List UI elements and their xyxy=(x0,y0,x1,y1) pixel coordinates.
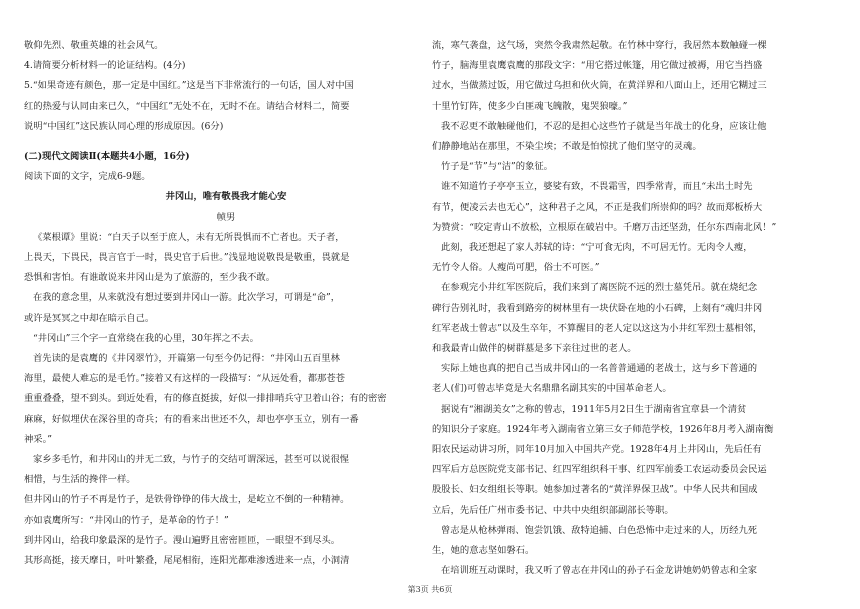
body-line: 老人(们)可曾志毕竟是大名鼎鼎名副其实的中国革命老人。 xyxy=(432,383,672,395)
body-line: 们静静地站在那里，不染尘埃；不敢是怕惊扰了他们坚守的灵魂。 xyxy=(432,141,702,153)
body-line: 十里竹钉阵，使多少白匪魂飞魄散，鬼哭狼嚎。” xyxy=(432,100,628,112)
article-title: 井冈山，唯有敬畏我才能心安 xyxy=(165,191,287,203)
section-instruction: 阅读下面的文字，完成6-9题。 xyxy=(24,171,151,183)
article-author: 帧男 xyxy=(216,211,236,223)
page-number: 第3页 共6页 xyxy=(407,585,453,594)
body-line: 曾志是从枪林弹雨、饱尝饥饿、敌特追捕、白色恐怖中走过来的人，历经九死 xyxy=(441,524,758,536)
section-title: (二)现代文阅读Ⅱ(本题共4小题，16分) xyxy=(24,151,190,163)
body-line: 亦如袁鹰所写：“井冈山的竹子，是革命的竹子！” xyxy=(24,514,229,526)
question-4: 4.请简要分析材料一的论证结构。(4分) xyxy=(24,60,186,72)
body-line: 有节，便凌云去也无心”，这种君子之风，不正是我们所崇仰的吗？故而郑板桥大 xyxy=(432,201,763,213)
body-line: 四军后方总医院党支部书记、红四军组织科干事、红四军前委工农运动委员会民运 xyxy=(432,464,767,476)
body-line: 到井冈山，给我印象最深的是竹子。漫山遍野且密密匝匝，一眼望不到尽头。 xyxy=(24,534,341,546)
body-line: 海里，最使人难忘的是毛竹。”接着又有这样的一段描写：“从远处看，都那苍苍 xyxy=(24,373,345,385)
body-line: 立后，先后任广州市委书记、中共中央组织部副部长等职。 xyxy=(432,504,674,516)
body-line: 麻麻，好似埋伏在深谷里的奇兵；有的看来出世还不久，却也亭亭玉立，别有一番 xyxy=(24,413,359,425)
body-line: 为赞赏：“咬定青山不放松，立根原在破岩中。千磨万击还坚劲，任尔东西南北风！” xyxy=(432,221,777,233)
body-line: 在我的意念里，从来就没有想过要到井冈山一游。此次学习，可谓是“命”， xyxy=(33,292,341,304)
body-line: 相惜，与生活的搀伴一样。 xyxy=(24,474,136,486)
body-line: 我不忍更不敢触碰他们，不忍的是担心这些竹子就是当年战士的化身，应该让他 xyxy=(441,120,767,132)
body-line: 《菜根谭》里说：“白天子以至于庶人，未有无所畏惧而不亡者也。天子者， xyxy=(33,231,345,243)
body-line: 流，寒气袭盘，这气场，突然令我肃然起敬。在竹林中穿行，我居然本数触碰一棵 xyxy=(432,40,767,51)
body-line: 在培训班互动课时，我又听了曾志在井冈山的孙子石金龙讲她奶奶曾志和全家 xyxy=(441,565,758,577)
body-line: 生，她的意志坚如磐石。 xyxy=(432,545,535,557)
body-line: 或许是冥冥之中却在暗示自己。 xyxy=(24,312,155,324)
body-line: 神采。” xyxy=(24,433,52,445)
body-line: 此刻，我还想起了家人苏轼的诗：“宁可食无肉，不可居无竹。无肉令人瘦， xyxy=(441,242,753,254)
question-5-line-3: 说明“中国红”这民族认同心理的形成原因。(6分) xyxy=(24,120,224,132)
body-line: 重重叠叠，望不到头。到近处看，有的修直挺拔，好似一排排哨兵守卫着山谷；有的密密 xyxy=(24,393,387,405)
body-line: 谁不知道竹子亭亭玉立，婆娑有致，不畏霜雪，四季常青，而且“未出土时先 xyxy=(441,181,753,193)
question-5-line-1: 5.“如果奇迹有颜色，那一定是中国红。”这是当下非常流行的一句话，国人对中国 xyxy=(24,80,354,92)
body-line: 在参观完小井红军医院后，我们来到了离医院不远的烈士墓凭吊。就在烧纪念 xyxy=(441,282,758,294)
right-column xyxy=(432,36,840,581)
body-line: “井冈山”三个字一直常绕在我的心里，30年挥之不去。 xyxy=(33,332,259,344)
question-5-line-2: 红的热爱与认同由来已久，“中国红”无处不在，无时不在。请结合材料二，简要 xyxy=(24,100,350,112)
body-line: 上畏天，下畏民，畏言官于一时，畏史官于后世。”浅显地说敬畏是敬重，畏就是 xyxy=(24,252,350,264)
body-line: 其形高挺，接天摩日，叶叶繁叠，尾尾相衔，连阳光都难渗透进来一点，小洞清 xyxy=(24,555,350,567)
body-line: 据说有“湘湖美女”之称的曾志，1911年5月2日生于湖南省宜章县一个清贫 xyxy=(441,403,747,415)
body-line: 实际上她也真的把自己当成井冈山的一名普普通通的老战士，这与乡下普通的 xyxy=(441,363,758,375)
body-line: 红军老战士曾志”以及生卒年，不算醒目的老人定以这这为小井红军烈士墓相邻， xyxy=(432,322,763,334)
question-line: 敬仰先烈、敬重英雄的社会风气。 xyxy=(24,40,164,51)
body-line: 首先读的是袁鹰的《井冈翠竹》，开篇第一句至今仍记得：“井冈山五百里林 xyxy=(33,353,340,365)
left-column xyxy=(24,36,428,571)
body-line: 竹子是“节”与“洁”的象征。 xyxy=(441,161,553,173)
body-line: 但井冈山的竹子不再是竹子，是铁骨铮铮的伟大战士，是屹立不倒的一种精神。 xyxy=(24,494,350,506)
body-line: 无竹令人俗。人瘦尚可肥，俗士不可医。” xyxy=(432,262,600,274)
body-line: 阳农民运动讲习所，同年10月加入中国共产党。1928年4月上井冈山，先后任有 xyxy=(432,444,762,456)
body-line: 过水，当做蒸过饭，用它做过乌担和伙火筒，在黄洋界和八面山上，还用它糊过三 xyxy=(432,80,767,92)
body-line: 股股长、妇女组组长等职。她参加过著名的“黄洋界保卫战”。中华人民共和国成 xyxy=(432,484,758,496)
body-line: 恐惧和害怕。有谁敢说来井冈山是为了旅游的，至少我不敢。 xyxy=(24,272,276,284)
body-line: 和我最青山做伴的树群墓是多下亲往过世的老人。 xyxy=(432,343,637,355)
body-line: 的知识分子家庭。1924年考入湖南省立第三女子师范学校，1926年8月考入湖南衡 xyxy=(432,423,774,435)
body-line: 碑行告别礼时，我看到路旁的树林里有一块伏卧在地的小石碑，上刻有“魂归井冈 xyxy=(432,302,763,314)
body-line: 家乡多毛竹，和井冈山的并无二致，与竹子的交结可谓深远，甚至可以说很惺 xyxy=(33,454,350,466)
body-line: 竹子，脑海里袁鹰袁鹰的那段文字：“用它搭过帐篷，用它做过被褥，用它当挡盛 xyxy=(432,60,763,72)
